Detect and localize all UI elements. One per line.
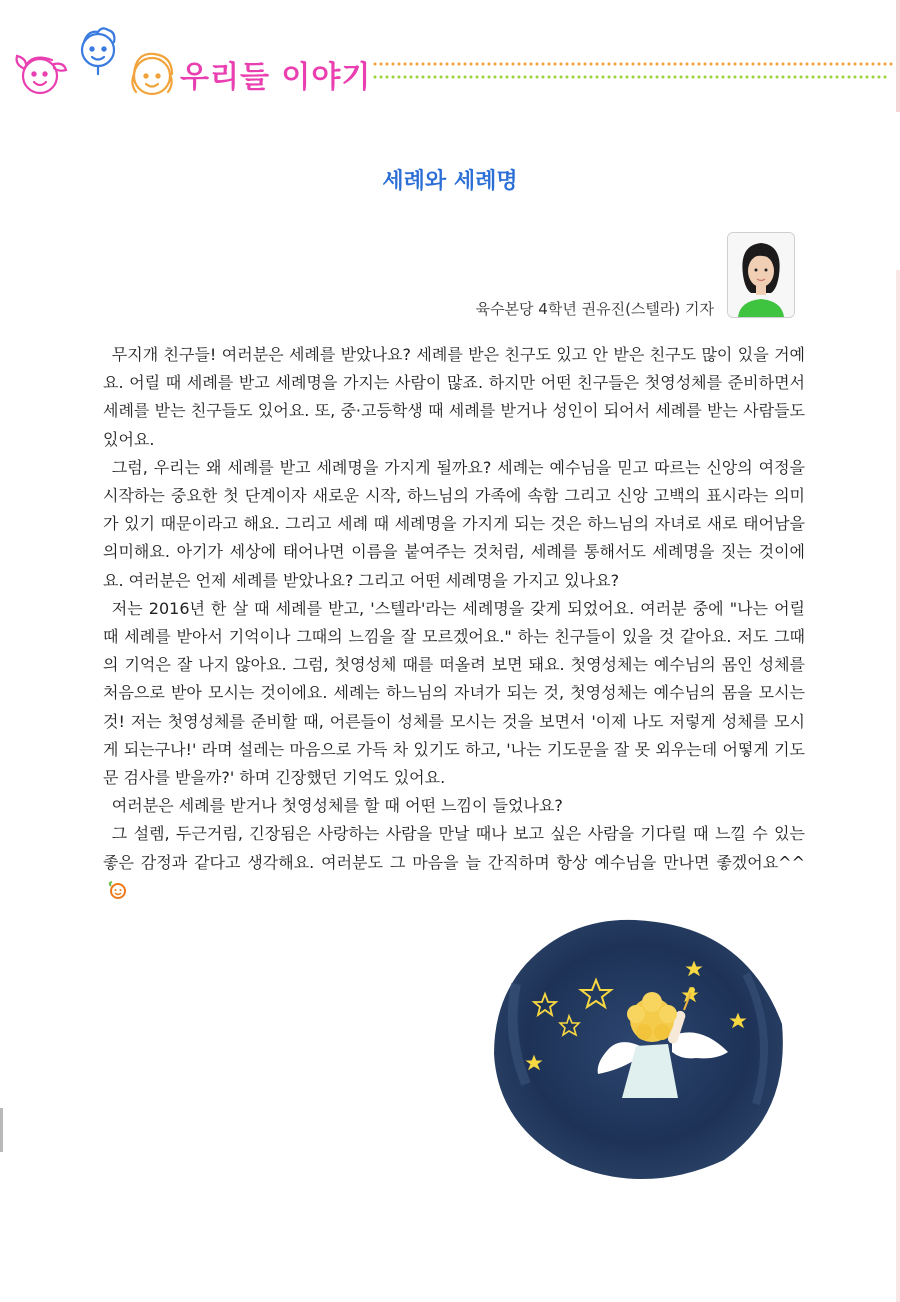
article-body	[103, 341, 805, 905]
article-title: 세례와 세례명	[382, 169, 518, 194]
paragraph: 저는 2016년 한 살 때 세례를 받고, '스텔라'라는 세례명을 갖게 되었어요. 여러분 중에 "나는 어릴 때 세례를 받아서 기억이나 그때의 느낌을 잘 모르겠어요." 하는 친구들이 있을 것 같아요. 저도 그때의 기억은 잘 나지 않아요. 그럼, 첫영성체 때를 떠올려 보면 돼요. 첫영성체는 예수님의 몸인 성체를 처음으로 받아 모시는 것이에요. 세례는 하느님의 자녀가 되는 것, 첫영성체는 예수님의 몸을 모시는 것! 저는 첫영성체를 준비할 때, 어른들이 성체를 모시는 것을 보면서 '이제 나도 저렇게 성체를 모시게 되는구나!' 라며 설레는 마음으로 가득 차 있기도 하고, '나는 기도문을 잘 못 외우는데 어떻게 기도문 검사를 받을까?' 하며 긴장했던 기억도 있어요.	[103, 598, 805, 788]
smiley-emoticon-icon	[107, 881, 129, 899]
section-title: 우리들 이야기	[180, 60, 372, 95]
dotted-rule-orange	[372, 62, 894, 66]
reporter-byline: 육수본당 4학년 권유진(스텔라) 기자	[475, 300, 714, 318]
paragraph: 무지개 친구들! 여러분은 세례를 받았나요? 세례를 받은 친구도 있고 안 받은 친구도 많이 있을 거예요. 어릴 때 세례를 받고 세례명을 가지는 사람이 많죠. 하지만 어떤 친구들은 첫영성체를 준비하면서 세례를 받는 친구들도 있어요. 또, 중·고등학생 때 세례를 받거나 성인이 되어서 세례를 받는 사람들도 있어요.	[103, 345, 805, 449]
paragraph-text: 그 설렘, 두근거림, 긴장됨은 사랑하는 사람을 만날 때나 보고 싶은 사람을 기다릴 때 느낄 수 있는 좋은 감정과 같다고 생각해요. 여러분도 그 마음을 늘 간직하며 항상 예수님을 만나면 좋겠어요^^	[103, 824, 805, 872]
dotted-rule-green	[372, 75, 888, 79]
section-header	[0, 0, 900, 110]
paragraph: 그럼, 우리는 왜 세례를 받고 세례명을 가지게 될까요? 세례는 예수님을 믿고 따르는 신앙의 여정을 시작하는 중요한 첫 단계이자 새로운 시작, 하느님의 가족에 속함 그리고 신앙 고백의 표시라는 의미가 있기 때문이라고 해요. 그리고 세례 때 세례명을 가지게 되는 것은 하느님의 자녀로 새로 태어남을 의미해요. 아기가 세상에 태어나면 이름을 붙여주는 것처럼, 세례를 통해서도 세례명을 짓는 것이에요. 여러분은 언제 세례를 받았나요? 그리고 어떤 세례명을 가지고 있나요?	[103, 457, 805, 590]
paragraph: 여러분은 세례를 받거나 첫영성체를 할 때 어떤 느낌이 들었나요?	[111, 796, 563, 816]
reporter-portrait-image	[728, 233, 794, 317]
reporter-photo	[727, 232, 795, 318]
three-kids-faces-icon	[12, 24, 182, 100]
paragraph-last	[103, 820, 805, 905]
angel-night-sky-illustration	[486, 914, 788, 1180]
left-margin-mark	[0, 1108, 3, 1152]
page-edge-strip-side	[896, 270, 900, 1302]
